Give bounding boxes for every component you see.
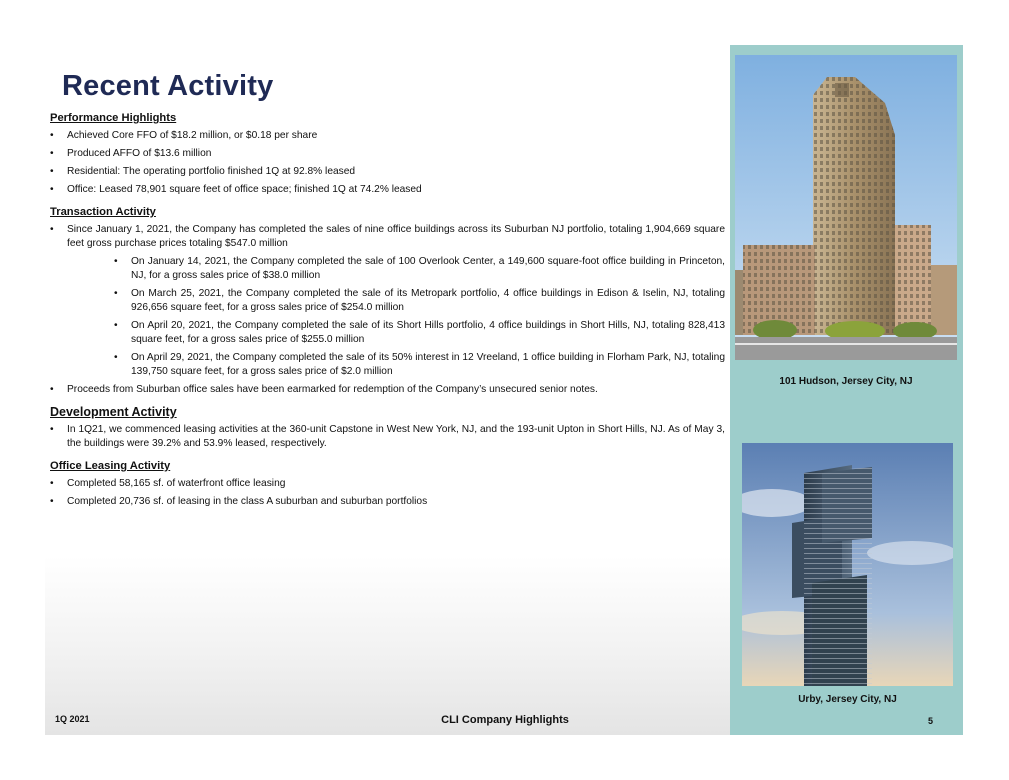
development-list xyxy=(50,423,725,451)
transaction-intro: Since January 1, 2021, the Company has completed the sales of nine office buildings across its Suburban NJ portfolio, totaling 1,904,669 square feet gross purchase prices totaling $547.0 million xyxy=(67,224,725,249)
building-photo-101-hudson xyxy=(735,55,957,360)
development-heading: Development Activity xyxy=(50,405,177,419)
sub-list-item: • On April 29, 2021, the Company completed the sale of its 50% interest in 12 Vreeland, 1 office building in Florham Park, NJ, totaling 139,750 square feet, for a gross sales price of $2.0 million xyxy=(67,351,725,379)
footer-period: 1Q 2021 xyxy=(55,714,90,724)
sub-list-item: • On April 20, 2021, the Company completed the sale of its Short Hills portfolio, 4 office buildings in Short Hills, NJ, totaling 828,413 square feet, for a gross sales price of $255.0 million xyxy=(67,319,725,347)
photo-caption-101-hudson: 101 Hudson, Jersey City, NJ xyxy=(779,376,913,387)
transaction-list xyxy=(50,223,725,397)
office-leasing-heading: Office Leasing Activity xyxy=(50,460,171,472)
sub-list-item: • On March 25, 2021, the Company completed the sale of its Metropark portfolio, 4 office buildings in Edison & Iselin, NJ, totaling 926,656 square feet, for a gross sales price of $254.0 million xyxy=(67,287,725,315)
performance-list xyxy=(50,129,725,197)
transaction-heading: Transaction Activity xyxy=(50,206,156,218)
list-item: • Residential: The operating portfolio finished 1Q at 92.8% leased xyxy=(50,165,725,179)
page-number: 5 xyxy=(928,716,934,726)
office-leasing-list xyxy=(50,477,725,509)
performance-heading: Performance Highlights xyxy=(50,112,177,124)
footer-title: CLI Company Highlights xyxy=(441,714,569,726)
building-photo-urby xyxy=(742,443,953,686)
list-item: • Achieved Core FFO of $18.2 million, or $0.18 per share xyxy=(50,129,725,143)
page-title: Recent Activity xyxy=(62,70,274,102)
list-item: • Completed 58,165 sf. of waterfront office leasing xyxy=(50,477,725,491)
list-item: • Proceeds from Suburban office sales have been earmarked for redemption of the Company’s unsecured senior notes. xyxy=(50,383,725,397)
list-item: • Completed 20,736 sf. of leasing in the class A suburban and suburban portfolios xyxy=(50,495,725,509)
list-item xyxy=(50,223,725,379)
sub-list-item: • On January 14, 2021, the Company completed the sale of 100 Overlook Center, a 149,600 square-foot office building in Princeton, NJ, for a gross sales price of $38.0 million xyxy=(67,255,725,283)
photo-caption-urby: Urby, Jersey City, NJ xyxy=(798,694,897,705)
main-content xyxy=(50,111,725,517)
list-item: • Office: Leased 78,901 square feet of office space; finished 1Q at 74.2% leased xyxy=(50,183,725,197)
list-item: • In 1Q21, we commenced leasing activities at the 360-unit Capstone in West New York, NJ, and the 193-unit Upton in Short Hills, NJ. As of May 3, the buildings were 39.2% and 53.9% leased, respectively. xyxy=(50,423,725,451)
list-item: • Produced AFFO of $13.6 million xyxy=(50,147,725,161)
transaction-sub-list xyxy=(67,255,725,379)
